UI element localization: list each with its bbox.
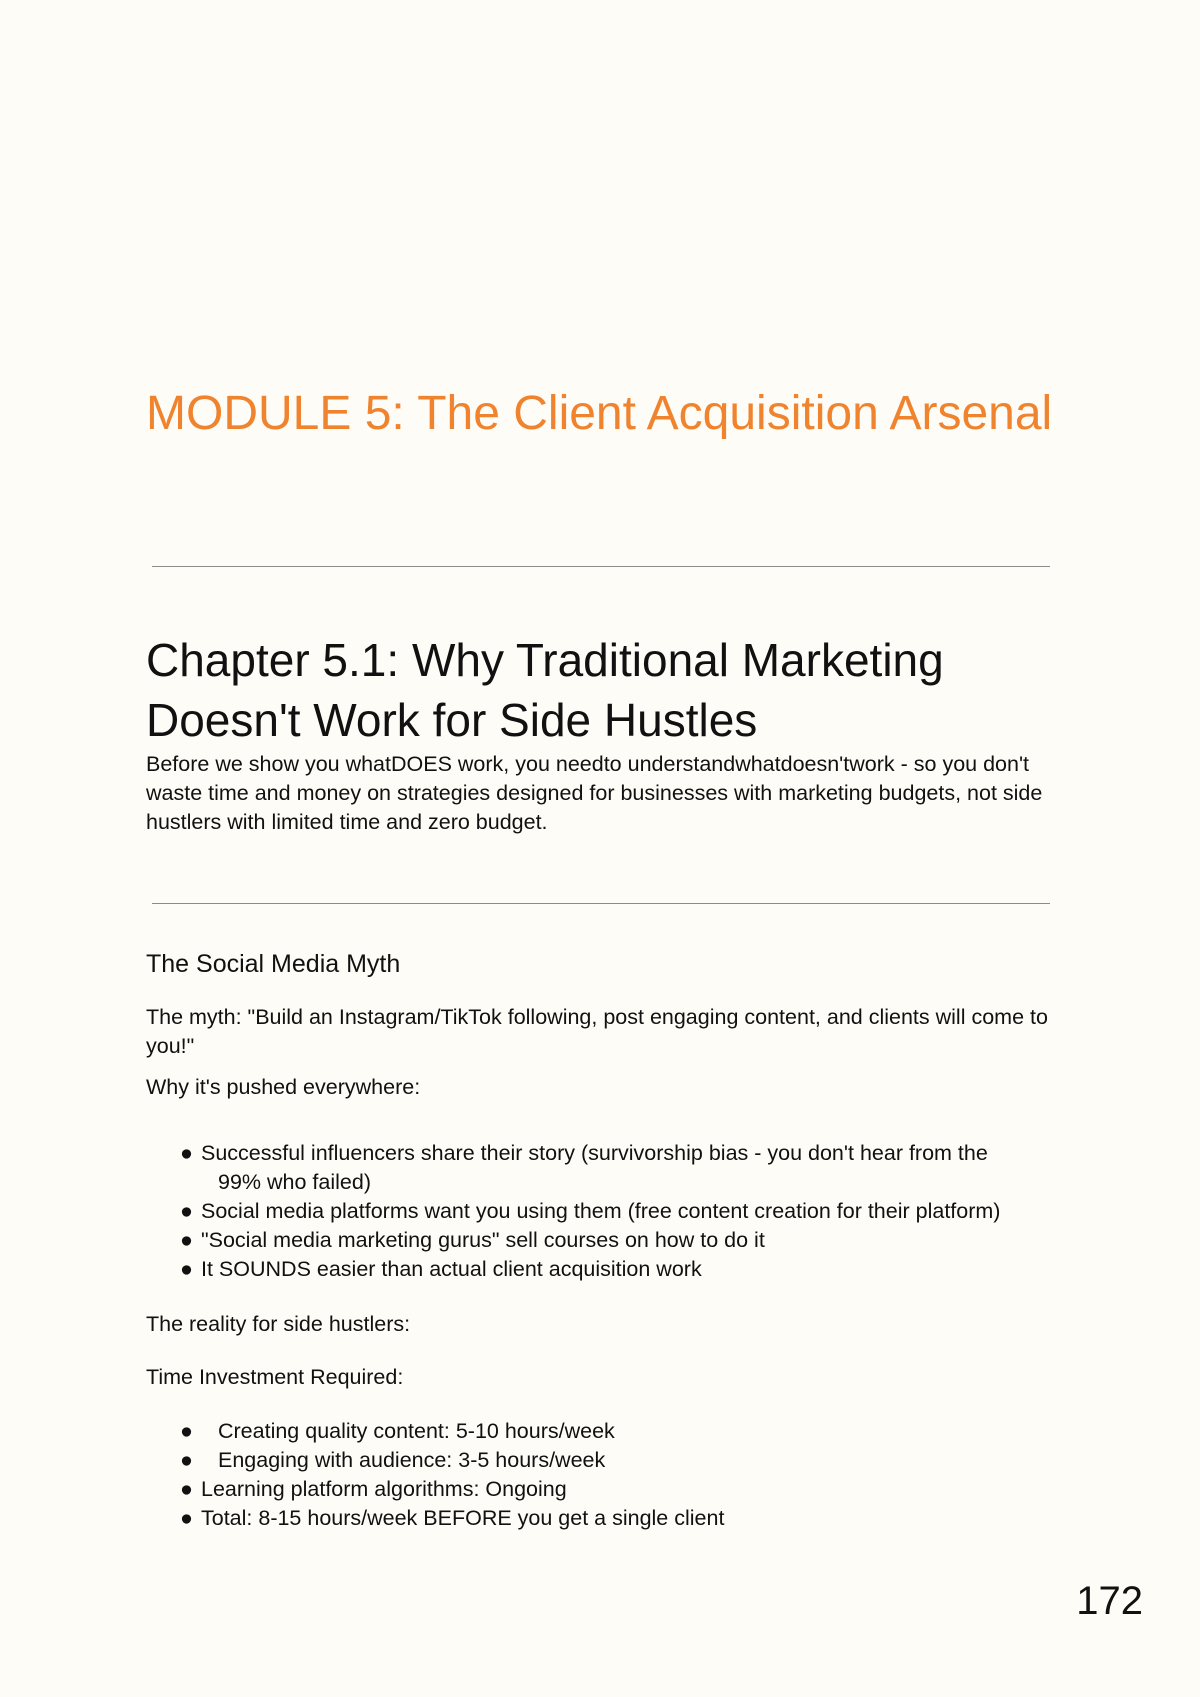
list-item-text-continued: 99% who failed) [218, 1170, 371, 1194]
list-item-text: Creating quality content: 5-10 hours/week [218, 1419, 615, 1443]
bullet-icon: ● [180, 1448, 193, 1472]
chapter-intro: Before we show you whatDOES work, you needto understandwhatdoesn'twork - so you don't waste time and money on strategies designed for businesses with marketing budgets, not side hustlers with limited time and zero budget. [146, 752, 1043, 834]
list-item-text: Social media platforms want you using them (free content creation for their platform) [201, 1199, 1001, 1223]
list-item-text: "Social media marketing gurus" sell courses on how to do it [201, 1228, 765, 1252]
divider [152, 903, 1050, 904]
divider [152, 566, 1050, 567]
list-item [180, 1197, 1080, 1226]
page-number: 172 [1076, 1579, 1143, 1623]
list-item-text: Learning platform algorithms: Ongoing [201, 1477, 567, 1501]
bullet-icon: ● [180, 1228, 193, 1252]
bullet-icon: ● [180, 1477, 193, 1501]
bullet-icon: ● [180, 1506, 193, 1530]
reality-heading: The reality for side hustlers: [146, 1312, 411, 1336]
list-item [180, 1139, 1080, 1197]
bullet-icon: ● [180, 1141, 193, 1165]
myth-paragraph: The myth: "Build an Instagram/TikTok following, post engaging content, and clients will come to you!" [146, 1005, 1048, 1058]
list-item-text: Successful influencers share their story (survivorship bias - you don't hear from the [201, 1141, 988, 1165]
time-list [180, 1417, 1080, 1533]
list-item-text: Total: 8-15 hours/week BEFORE you get a single client [201, 1506, 725, 1530]
bullet-icon: ● [180, 1199, 193, 1223]
why-heading: Why it's pushed everywhere: [146, 1075, 421, 1099]
list-item [180, 1475, 1080, 1504]
list-item [180, 1255, 1080, 1284]
chapter-title: Chapter 5.1: Why Traditional Marketing Doesn't Work for Side Hustles [146, 634, 944, 746]
list-item [180, 1226, 1080, 1255]
bullet-icon: ● [180, 1257, 193, 1281]
why-list [180, 1139, 1080, 1284]
section-title: The Social Media Myth [146, 950, 401, 978]
list-item [180, 1504, 1080, 1533]
module-title: MODULE 5: The Client Acquisition Arsenal [146, 387, 1053, 440]
list-item-text: It SOUNDS easier than actual client acquisition work [201, 1257, 702, 1281]
bullet-icon: ● [180, 1419, 193, 1443]
list-item [180, 1446, 1080, 1475]
time-heading: Time Investment Required: [146, 1365, 404, 1389]
list-item-text: Engaging with audience: 3-5 hours/week [218, 1448, 606, 1472]
list-item [180, 1417, 1080, 1446]
